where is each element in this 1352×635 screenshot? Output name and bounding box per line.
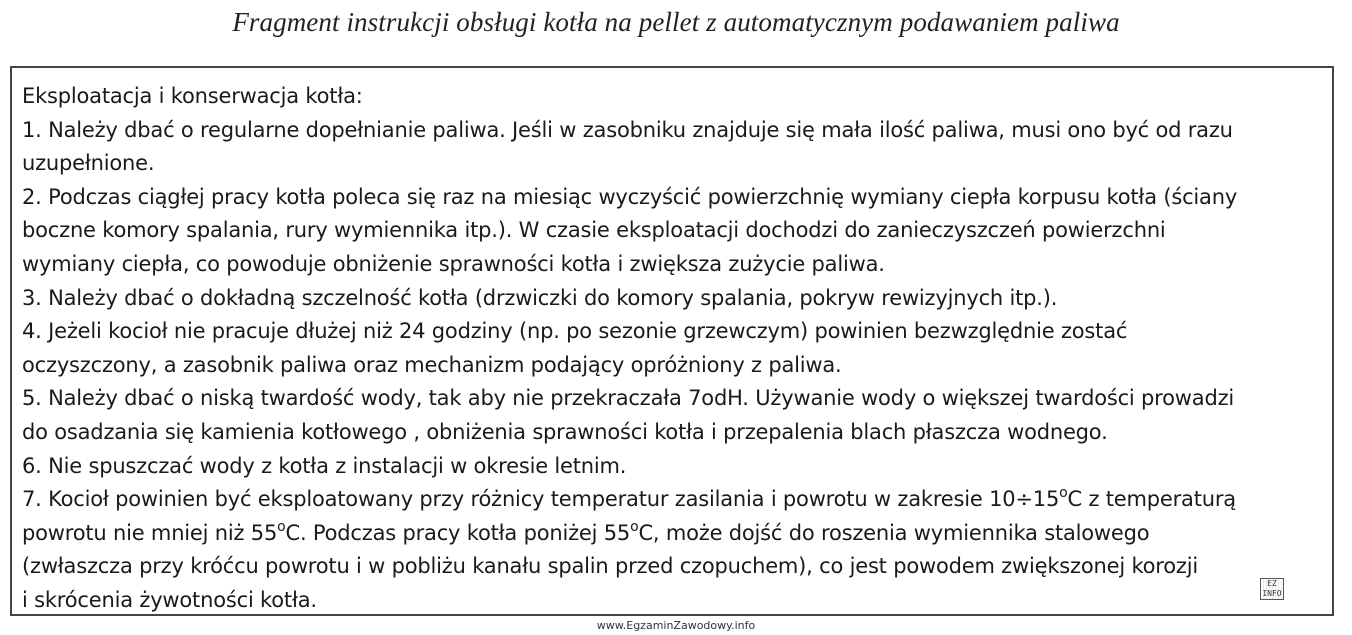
text-fragment: C, może dojść do roszenia wymiennika stalowego: [638, 520, 1150, 545]
instruction-box: [10, 66, 1334, 616]
text-fragment: C z temperaturą: [1067, 487, 1236, 512]
text-line: i skrócenia żywotności kotła.: [22, 587, 317, 612]
text-line: 1. Należy dbać o regularne dopełnianie paliwa. Jeśli w zasobniku znajduje się mała ilość paliwa, musi ono być od razu: [22, 117, 1233, 142]
text-fragment: C. Podczas pracy kotła poniżej 55: [285, 520, 631, 545]
text-line-with-degree: [22, 517, 1327, 551]
text-line: uzupełnione.: [22, 151, 155, 176]
text-line: 2. Podczas ciągłej pracy kotła poleca się raz na miesiąc wyczyścić powierzchnię wymiany ciepła korpusu kotła (ściany: [22, 184, 1238, 209]
text-line-with-degree: [22, 483, 1327, 517]
site-watermark: www.EgzaminZawodowy.info: [596, 619, 756, 632]
degree-superscript: o: [277, 518, 286, 535]
text-line: wymiany ciepła, co powoduje obniżenie sprawności kotła i zwiększa zużycie paliwa.: [22, 251, 885, 276]
section-heading: Eksploatacja i konserwacja kotła:: [22, 84, 363, 108]
text-line: 5. Należy dbać o niską twardość wody, tak aby nie przekraczała 7odH. Używanie wody o większej twardości prowadzi: [22, 386, 1235, 411]
text-line: boczne komory spalania, rury wymiennika itp.). W czasie eksploatacji dochodzi do zanieczyszczeń powierzchni: [22, 218, 1166, 243]
text-line: do osadzania się kamienia kotłowego , obniżenia sprawności kotła i przepalenia blach płaszcza wodnego.: [22, 419, 1108, 444]
text-line: 4. Jeżeli kocioł nie pracuje dłużej niż 24 godziny (np. po sezonie grzewczym) powinien bezwzględnie zostać: [22, 319, 1128, 344]
text-line: (zwłaszcza przy króćcu powrotu i w pobliżu kanału spalin przed czopuchem), co jest powodem zwiększonej korozji: [22, 554, 1199, 579]
text-fragment: powrotu nie mniej niż 55: [22, 520, 278, 545]
text-line: 6. Nie spuszczać wody z kotła z instalacji w okresie letnim.: [22, 453, 627, 478]
text-line: 3. Należy dbać o dokładną szczelność kotła (drzwiczki do komory spalania, pokryw rewizyjnych itp.).: [22, 285, 1058, 310]
degree-superscript: o: [1059, 485, 1068, 502]
document-caption: Fragment instrukcji obsługi kotła na pellet z automatycznym podawaniem paliwa: [232, 7, 1120, 37]
degree-superscript: o: [630, 518, 639, 535]
instruction-text: [22, 80, 1327, 618]
text-line: oczyszczony, a zasobnik paliwa oraz mechanizm podający opróżniony z paliwa.: [22, 352, 842, 377]
text-fragment: 7. Kocioł powinien być eksploatowany przy różnicy temperatur zasilania i powrotu w zakresie 10÷15: [22, 487, 1060, 512]
ez-info-stamp: EZ INFO: [1260, 578, 1284, 600]
